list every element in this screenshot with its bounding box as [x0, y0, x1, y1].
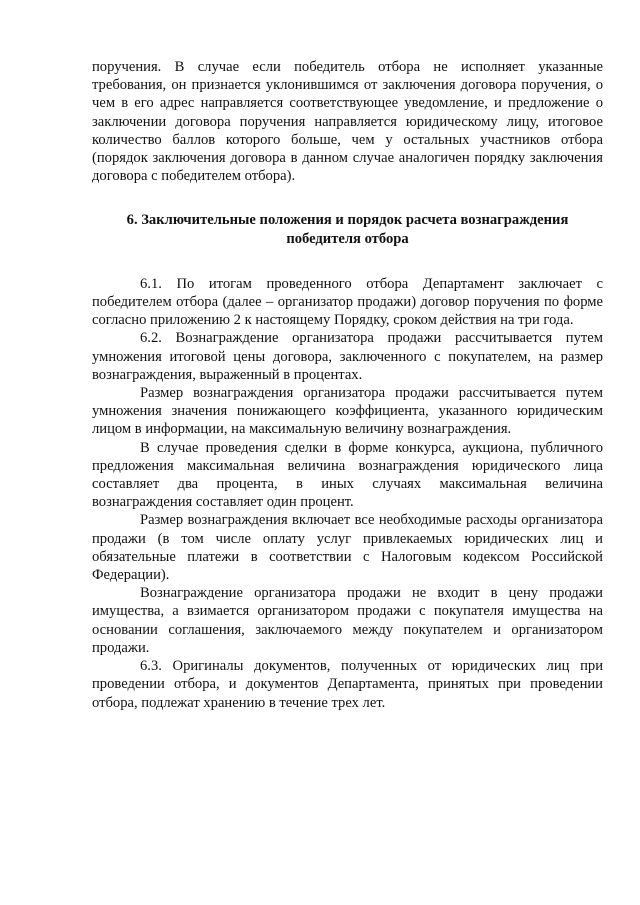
paragraph-reward-not-in-price: Вознаграждение организатора продажи не входит в цену продажи имущества, а взимается организатором продажи с покупателя имущества на основании соглашения, заключаемого между покупателем и организатором продажи. [92, 585, 603, 656]
document-page [92, 58, 603, 712]
paragraph-6-3: 6.3. Оригиналы документов, полученных от юридических лиц при проведении отбора, и документов Департамента, принятых при проведении отбора, подлежат хранению в течение трех лет. [92, 658, 603, 711]
paragraph-max-reward: В случае проведения сделки в форме конкурса, аукциона, публичного предложения максимальная величина вознаграждения юридического лица составляет два процента, в иных случаях максимальная величина вознаграждения составляет один процент. [92, 439, 603, 511]
paragraph-6-1: 6.1. По итогам проведенного отбора Департамент заключает с победителем отбора (далее – организатор продажи) договор поручения по форме согласно приложению 2 к настоящему Порядку, сроком действия на три года. [92, 275, 603, 329]
section-heading: 6. Заключительные положения и порядок расчета вознаграждения победителя отбора [126, 212, 569, 247]
paragraph-6-2: 6.2. Вознаграждение организатора продажи рассчитывается путем умножения итоговой цены договора, заключенного с покупателем, на размер вознаграждения, выраженный в процентах. [92, 330, 603, 383]
intro-paragraph: поручения. В случае если победитель отбора не исполняет указанные требования, он признается уклонившимся от заключения договора поручения, о чем в его адрес направляется соответствующее уведомление, и предложение о заключении договора поручения направляется юридическому лицу, итоговое количество баллов которого больше, чем у остальных участников отбора (порядок заключения договора в данном случае аналогичен порядку заключения договора с победителем отбора). [92, 59, 603, 185]
paragraph-reward-size-calculation: Размер вознаграждения организатора продажи рассчитывается путем умножения значения понижающего коэффициента, указанного юридическим лицом в информации, на максимальную величину вознаграждения. [92, 385, 603, 438]
paragraph-reward-includes-expenses: Размер вознаграждения включает все необходимые расходы организатора продажи (в том числе оплату услуг привлекаемых юридических лиц и обязательные платежи в соответствии с Налоговым кодексом Российской Федерации). [92, 512, 603, 584]
